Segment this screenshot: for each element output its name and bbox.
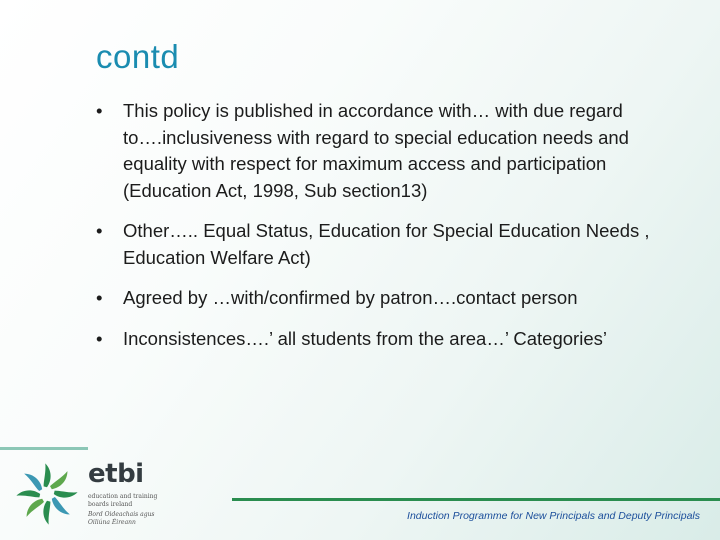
bullet-text: This policy is published in accordance with… with due regard to….inclusiveness with regard to special education needs and equality with respect for maximum access and participation (Education Act, 1998, Sub section13) bbox=[123, 100, 629, 201]
logo-name: etbi bbox=[88, 459, 144, 489]
bullet-item-2 bbox=[96, 218, 666, 271]
bullet-symbol: • bbox=[96, 327, 103, 349]
logo-subtitle-line: boards ireland bbox=[88, 501, 133, 508]
bullet-symbol: • bbox=[96, 220, 103, 241]
bullet-text: Agreed by …with/confirmed by patron….contact person bbox=[123, 287, 578, 308]
logo-subtitle-line: Bord Oideachais agus bbox=[88, 511, 155, 518]
bullet-text: Inconsistences….’ all students from the area…’ Categories’ bbox=[123, 327, 607, 349]
logo-subtitle-line: Oiliúna Éireann bbox=[88, 519, 136, 526]
etbi-swirl-logo-icon bbox=[13, 460, 81, 528]
bullet-list bbox=[96, 98, 666, 366]
logo-subtitle-line: education and training bbox=[88, 493, 158, 500]
footer-text: Induction Programme for New Principals and Deputy Principals bbox=[407, 510, 700, 522]
bullet-item-3 bbox=[96, 285, 666, 312]
bullet-symbol: • bbox=[96, 287, 103, 308]
slide-title: contd bbox=[96, 38, 180, 75]
etbi-logo bbox=[8, 455, 188, 535]
bullet-text: Other….. Equal Status, Education for Special Education Needs , Education Welfare Act) bbox=[123, 220, 650, 268]
bullet-symbol: • bbox=[96, 100, 103, 121]
left-accent-rule bbox=[0, 447, 88, 450]
bullet-item-1 bbox=[96, 98, 666, 204]
footer-rule bbox=[232, 498, 720, 501]
bullet-item-4 bbox=[96, 326, 666, 353]
